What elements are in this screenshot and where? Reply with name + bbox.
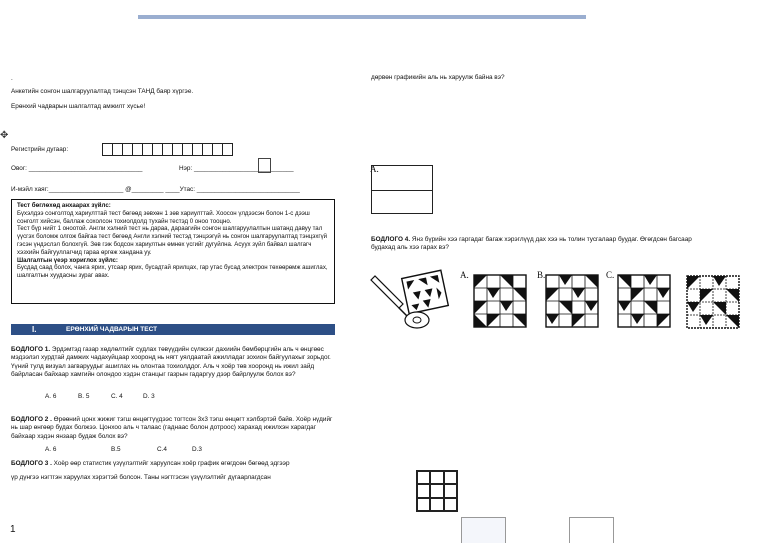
question-4 — [371, 236, 701, 253]
intro-line-2: Ерөнхий чадварын шалгалтад амжилт хүсье! — [11, 103, 146, 110]
q4-option-a-pattern[interactable] — [473, 274, 527, 328]
q1-option-c[interactable]: C. 4 — [111, 393, 123, 400]
q2-option-b[interactable]: B.5 — [111, 446, 121, 453]
q2-option-a[interactable]: A. 6 — [45, 446, 57, 453]
surname-field[interactable]: Овог: ________________________________ — [11, 165, 143, 172]
q4-option-d-pattern[interactable] — [685, 274, 741, 330]
instructions-body-1: Бүхэлдээ сонголтод хариулттай тест бөгөөд зөвхөн 1 зөв хариулттай. Хоосон үлдээсэн болон 1-с дээш сонголт хийсэн, баллаж сохолсон тохиолдолд тухайн тестэд 0 оноо тооцно. — [17, 209, 310, 225]
question-2 — [11, 416, 337, 441]
question-3 — [11, 460, 290, 468]
q2-window-grid — [416, 470, 458, 512]
intro-line-1: Анкетийн сонгон шалгаруулалтад тэнцсэн ТАНД баяр хүргэе. — [11, 88, 194, 95]
q2-text: Өрөөний цонх жижиг тэгш өнцөгтүүдээс тогтсон 3х3 тэгш өнцөгт хэлбэртэй байв. Хоёр нүдийг нь шар өнгөөр будах болжээ. Цонхоо аль ч талаас (гаднаас болон дотроос) харахад ижилхэн харагдаг байхаар хэдэн янзаар будаж болох вэ? — [11, 416, 333, 440]
q1-label: БОДЛОГО 1. — [11, 346, 51, 353]
email-phone-field[interactable]: И-мэйл хаяг:_____________________ @_________ ____Утас: _____________________________ — [11, 186, 300, 193]
q3-label: БОДЛОГО 3 . — [11, 460, 52, 467]
page-number: 1 — [10, 524, 16, 535]
q4-option-a-label[interactable]: A. — [460, 270, 469, 280]
name-box[interactable] — [258, 158, 271, 173]
q4-option-c-label[interactable]: C. — [606, 270, 615, 280]
header-rule — [138, 15, 586, 19]
instructions-body-2: Тест бүр нийт 1 оноотой. Англи хэлний тест нь дараа, дараагийн сонгон шалгаруулалтын шатанд давуу тал үүсгэх боломж олгож байгаа тест бөгөөд Англи хэлний тестэд тэнцээгүй нь сонгон шалгаруулалтад тэнцэхгүй гэсэн үндэслэл болохгүй. Зөв гэж бодсон хариултын өмнөх үсгийг дугуйлна. Асуух зүйл байвал шалгагч хэзхийн байгууллагчид гараа өргөж хандана уу. — [17, 225, 328, 256]
q2-option-c[interactable]: C.4 — [157, 446, 167, 453]
q4-option-b-pattern[interactable] — [545, 274, 599, 328]
q1-option-d[interactable]: D. 3 — [143, 393, 155, 400]
q3-text: Хоёр өөр статистик үзүүлэлтийг харуулсан хоёр график өгөгдсөн бөгөөд эдгээр — [51, 460, 290, 467]
q1-option-b[interactable]: B. 5 — [78, 393, 90, 400]
instructions-body-3: Бусдад саад болох, чанга ярих, утсаар ярих, бусадтай ярилцах, гар утас бусад электрон төхөөрөмж ашиглах, шалгалтын хуудасны зураг авах. — [17, 264, 328, 280]
q3-figure-label: A. — [370, 164, 379, 174]
q1-option-a[interactable]: A. 6 — [45, 393, 57, 400]
instructions-title-1: Тест бөглөхөд анхаарах зүйлс: — [17, 202, 111, 209]
q1-text: Эрдэмтэд газар хөдлөлтийг судлах төвүүдийн сүлжээг дахиийн бөмбөрцгийн аль ч өнцгөөс мэдээлэл хурдтай дамжих чадахуйцаар хооронд нь нягт уялдаатай ажилладаг зохион байгуулахыг зорьдог. Үүний тулд визуал загваруудыг ашиглах нь олонтаа тохиолддог. Аль ч хоёр төв хооронд нь ижил зайд байрласан байхаар хамгийн олондоо хэдэн станцыг газрын гадаргуу дээр байрлуулж болох вэ? — [11, 346, 331, 379]
q3-graph-a — [371, 165, 433, 214]
name-field[interactable]: Нэр: ____________________________ — [179, 165, 294, 172]
move-cursor-icon[interactable]: ✥ — [0, 130, 9, 141]
q4-option-c-pattern[interactable] — [617, 274, 671, 328]
q2-option-d[interactable]: D.3 — [192, 446, 202, 453]
instructions-box — [11, 199, 335, 304]
reg-box[interactable] — [222, 143, 233, 156]
section-header — [11, 324, 335, 335]
paint-roller-image — [369, 266, 455, 332]
registration-number-boxes[interactable] — [103, 143, 233, 156]
section-title: ЕРӨНХИЙ ЧАДВАРЫН ТЕСТ — [66, 326, 158, 333]
q4-option-b-label[interactable]: B. — [537, 270, 546, 280]
instructions-title-2: Шалгалтын үеэр хориглох зүйлс: — [17, 256, 118, 264]
q3-graph-2 — [569, 517, 614, 543]
q2-label: БОДЛОГО 2 . — [11, 416, 52, 423]
section-number: I. — [32, 325, 37, 334]
question-1 — [11, 346, 337, 380]
header-dot: . — [11, 75, 13, 82]
reg-label: Регистрийн дугаар: — [11, 146, 69, 153]
q4-label: БОДЛОГО 4. — [371, 236, 411, 243]
q3-graph-1 — [461, 517, 506, 543]
q4-text: Янз бүрийн хээ гаргадаг багаж хэрэглүүд дах хээ нь толин тусгалаар буудаг. Өгөгдсөн багсаар будахад аль хээ гарах вэ? — [371, 236, 692, 252]
q3-continued: үр дүнгээ нэгтгэн харуулах хэрэгтэй болсон. Таны нэгтгэсэн үзүүлэлтийг дүгаарлагдсан — [11, 474, 271, 481]
q3-right-continued: дөрвөн графикийн аль нь харуулж байна вэ? — [371, 74, 505, 81]
